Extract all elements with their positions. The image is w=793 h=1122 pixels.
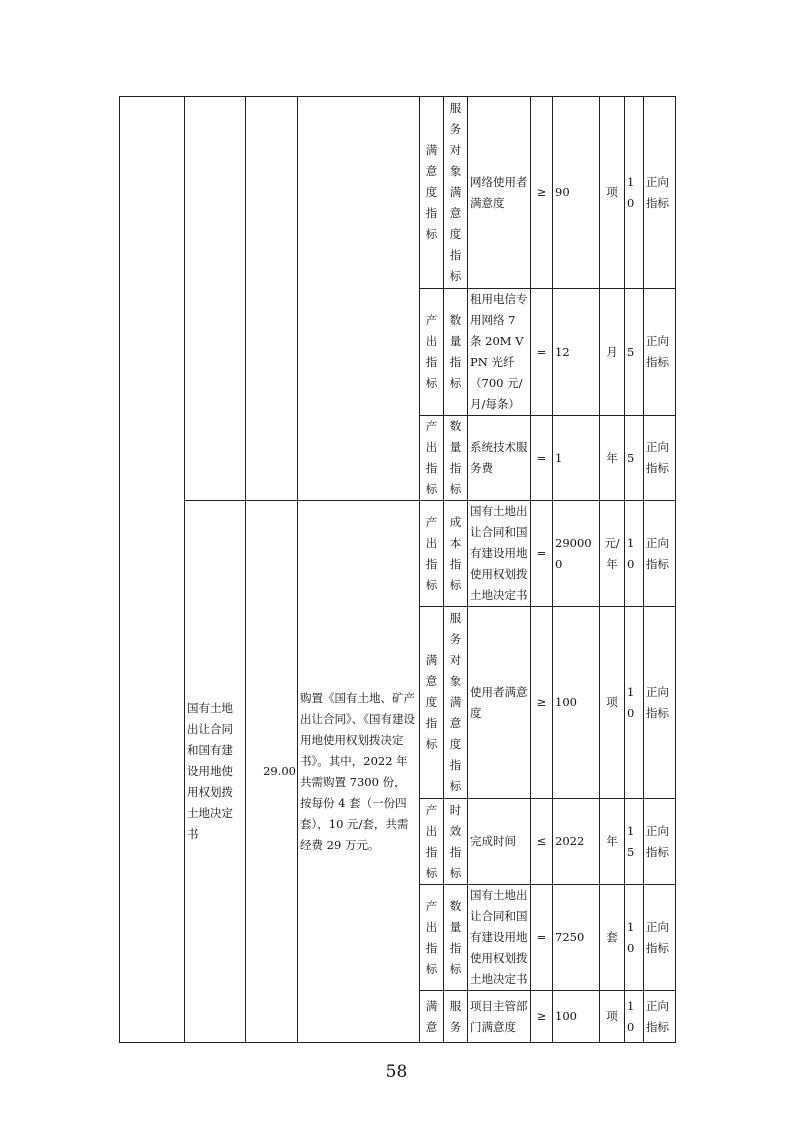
unit: 项: [600, 607, 625, 799]
weight: 5: [625, 289, 644, 416]
target-value: 100: [553, 607, 600, 799]
weight: 10: [625, 501, 644, 607]
level2-indicator: 服务对象满意度指标: [444, 97, 468, 289]
project-name-cell-prev: [185, 97, 246, 501]
direction: 正向指标: [644, 991, 676, 1043]
level1-indicator: 产出指标: [420, 289, 444, 416]
indicator-name: 项目主管部门满意度: [468, 991, 531, 1043]
level1-indicator: 产出指标: [420, 799, 444, 885]
operator: =: [531, 501, 553, 607]
project-content-cell-prev: [298, 97, 420, 501]
unit: 年: [600, 416, 625, 501]
level2-indicator: 成本指标: [444, 501, 468, 607]
operator: ≥: [531, 97, 553, 289]
indicator-name: 完成时间: [468, 799, 531, 885]
operator: ≥: [531, 991, 553, 1043]
dept-cell: [120, 97, 185, 1043]
unit: 套: [600, 885, 625, 991]
unit: 项: [600, 991, 625, 1043]
direction: 正向指标: [644, 289, 676, 416]
project-amount-cell-prev: [246, 97, 298, 501]
level1-indicator: 满意度指标: [420, 607, 444, 799]
page-number: 58: [385, 1062, 408, 1082]
unit: 项: [600, 97, 625, 289]
operator: ≤: [531, 799, 553, 885]
indicator-name: 网络使用者满意度: [468, 97, 531, 289]
project-content: 购置《国有土地、矿产出让合同》、《国有建设用地使用权划拨决定书》。其中，2022 年共需购置 7300 份，按每份 4 套（一份四套），10 元/套，共需经费 29 万元。: [298, 501, 420, 1043]
operator: ≥: [531, 607, 553, 799]
unit: 年: [600, 799, 625, 885]
project-amount: 29.00: [246, 501, 298, 1043]
level1-indicator: 产出指标: [420, 501, 444, 607]
level1-indicator: 满意度指标: [420, 97, 444, 289]
level1-indicator: 产出指标: [420, 416, 444, 501]
weight: 10: [625, 991, 644, 1043]
direction: 正向指标: [644, 799, 676, 885]
unit: 月: [600, 289, 625, 416]
weight: 5: [625, 416, 644, 501]
direction: 正向指标: [644, 97, 676, 289]
table-row: [120, 501, 676, 607]
indicator-name: 国有土地出让合同和国有建设用地使用权划拨土地决定书: [468, 885, 531, 991]
operator: =: [531, 289, 553, 416]
level1-indicator: 产出指标: [420, 885, 444, 991]
indicator-name: 使用者满意度: [468, 607, 531, 799]
level2-indicator: 服务对象满意度指标: [444, 607, 468, 799]
operator: =: [531, 885, 553, 991]
direction: 正向指标: [644, 885, 676, 991]
table-row: [120, 97, 676, 289]
level2-indicator: 数量指标: [444, 289, 468, 416]
unit: 元/年: [600, 501, 625, 607]
target-value: 90: [553, 97, 600, 289]
indicator-name: 租用电信专用网络 7 条 20M VPN 光纤（700 元/月/每条）: [468, 289, 531, 416]
direction: 正向指标: [644, 607, 676, 799]
operator: =: [531, 416, 553, 501]
level2-indicator: 服务: [444, 991, 468, 1043]
project-name: 国有土地出让合同和国有建设用地使用权划拨土地决定书: [185, 501, 246, 1043]
target-value: 1: [553, 416, 600, 501]
level1-indicator: 满意: [420, 991, 444, 1043]
level2-indicator: 时效指标: [444, 799, 468, 885]
target-value: 290000: [553, 501, 600, 607]
weight: 10: [625, 607, 644, 799]
target-value: 100: [553, 991, 600, 1043]
indicator-name: 国有土地出让合同和国有建设用地使用权划拨土地决定书: [468, 501, 531, 607]
target-value: 12: [553, 289, 600, 416]
direction: 正向指标: [644, 501, 676, 607]
target-value: 7250: [553, 885, 600, 991]
weight: 10: [625, 97, 644, 289]
performance-table: [119, 96, 676, 1043]
level2-indicator: 数量指标: [444, 416, 468, 501]
weight: 15: [625, 799, 644, 885]
target-value: 2022: [553, 799, 600, 885]
level2-indicator: 数量指标: [444, 885, 468, 991]
direction: 正向指标: [644, 416, 676, 501]
indicator-name: 系统技术服务费: [468, 416, 531, 501]
weight: 10: [625, 885, 644, 991]
